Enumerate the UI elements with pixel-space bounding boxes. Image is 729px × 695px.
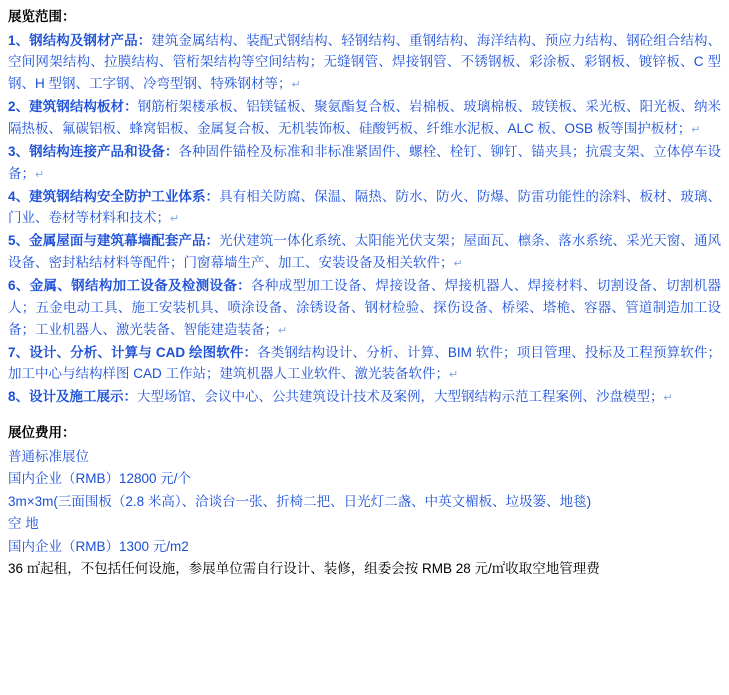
fee-line-domestic-price: 国内企业（RMB）12800 元/个	[8, 471, 192, 487]
scope-item-8-number: 8、	[8, 389, 30, 405]
scope-item-2	[8, 96, 721, 140]
pilcrow-icon: ↵	[35, 168, 45, 181]
scope-item-2-lead: 建筑钢结构板材：	[29, 99, 138, 115]
scope-item-6-lead: 金属、钢结构加工设备及检测设备：	[29, 278, 252, 294]
scope-item-6	[8, 275, 721, 341]
pilcrow-icon: ↵	[291, 79, 301, 92]
scope-item-8-lead: 设计及施工展示：	[29, 389, 138, 405]
scope-item-2-body: 钢筋桁架楼承板、铝镁锰板、聚氨酯复合板、岩棉板、玻璃棉板、玻镁板、采光板、阳光板、纳米隔热板、氟碳铝板、蜂窝铝板、金属复合板、无机装饰板、硅酸钙板、纤维水泥板、ALC 板、OSB 板等围护板材；	[8, 99, 722, 137]
scope-item-5-lead: 金属屋面与建筑幕墙配套产品：	[29, 233, 220, 249]
scope-item-6-body: 各种成型加工设备、焊接设备、焊接机器人、焊接材料、切割设备、切割机器人；五金电动工具、施工安装机具、喷涂设备、涂锈设备、钢材检验、探伤设备、桥梁、塔桅、容器、管道制造加工设备；工业机器人、激光装备、智能建造装备；	[8, 278, 722, 337]
scope-item-4-lead: 建筑钢结构安全防护工业体系：	[29, 188, 220, 204]
scope-item-3-lead: 钢结构连接产品和设备：	[29, 143, 179, 159]
pilcrow-icon: ↵	[170, 213, 180, 226]
scope-item-1-lead: 钢结构及钢材产品：	[29, 32, 152, 48]
scope-item-4-number: 4、	[8, 188, 30, 204]
scope-item-7-lead: 设计、分析、计算与 CAD 绘图软件：	[29, 344, 258, 360]
scope-item-5-body: 光伏建筑一体化系统、太阳能光伏支架；屋面瓦、檩条、落水系统、采光天窗、通风设备、密封粘结材料等配件；门窗幕墙生产、加工、安装设备及相关软件；	[8, 233, 722, 271]
scope-item-4	[8, 186, 721, 230]
fee-line-raw-space: 空 地	[8, 516, 39, 532]
pilcrow-icon: ↵	[449, 369, 459, 382]
scope-item-7	[8, 342, 721, 386]
scope-item-4-body: 具有相关防腐、保温、隔热、防水、防火、防爆、防雷功能性的涂料、板材、玻璃、门业、卷材等材料和技术；	[8, 188, 722, 226]
scope-item-7-body: 各类钢结构设计、分析、计算、BIM 软件；项目管理、投标及工程预算软件；加工中心与结构样图 CAD 工作站；建筑机器人工业软件、激光装备软件；	[8, 344, 722, 382]
scope-item-8	[8, 386, 721, 408]
fee-line-raw-space-price: 国内企业（RMB）1300 元/m2	[8, 538, 189, 554]
fee-heading: 展位费用：	[8, 425, 76, 441]
scope-item-3	[8, 141, 721, 185]
fee-line-booth-spec: 3m×3m(三面围板（2.8 米高）、洽谈台一张、折椅二把、日光灯二盏、中英文楣板、垃圾篓、地毯)	[8, 493, 592, 509]
scope-item-2-number: 2、	[8, 99, 30, 115]
scope-item-5	[8, 230, 721, 274]
scope-item-3-body: 各种固件锚栓及标准和非标准紧固件、螺栓、栓钉、铆钉、锚夹具；抗震支架、立体停车设备；	[8, 143, 722, 181]
section-spacer	[8, 409, 721, 422]
scope-item-1	[8, 30, 721, 96]
pilcrow-icon: ↵	[453, 258, 463, 271]
scope-item-1-number: 1、	[8, 32, 30, 48]
pilcrow-icon: ↵	[278, 324, 288, 337]
scope-item-7-number: 7、	[8, 344, 30, 360]
scope-item-1-body: 建筑金属结构、装配式钢结构、轻钢结构、重钢结构、海洋结构、预应力结构、钢砼组合结构、空间网架结构、拉膜结构、管桁架结构等空间结构；无缝钢管、焊接钢管、不锈钢板、彩涂板、彩钢板、镀锌板、C 型钢、H 型钢、工字钢、冷弯型钢、特殊钢材等；	[8, 32, 722, 92]
fee-block	[8, 446, 721, 580]
fee-line-standard-booth: 普通标准展位	[8, 449, 89, 465]
scope-item-3-number: 3、	[8, 143, 30, 159]
scope-heading: 展览范围：	[8, 9, 76, 24]
pilcrow-icon: ↵	[663, 392, 673, 405]
scope-item-5-number: 5、	[8, 233, 30, 249]
scope-item-6-number: 6、	[8, 278, 30, 294]
pilcrow-icon: ↵	[691, 124, 701, 137]
scope-item-8-body: 大型场馆、会议中心、公共建筑设计技术及案例，大型钢结构示范工程案例、沙盘模型；	[137, 389, 664, 405]
fee-line-raw-space-note: 36 ㎡起租，不包括任何设施，参展单位需自行设计、装修，组委会按 RMB 28 元/㎡收取空地管理费	[8, 561, 600, 577]
